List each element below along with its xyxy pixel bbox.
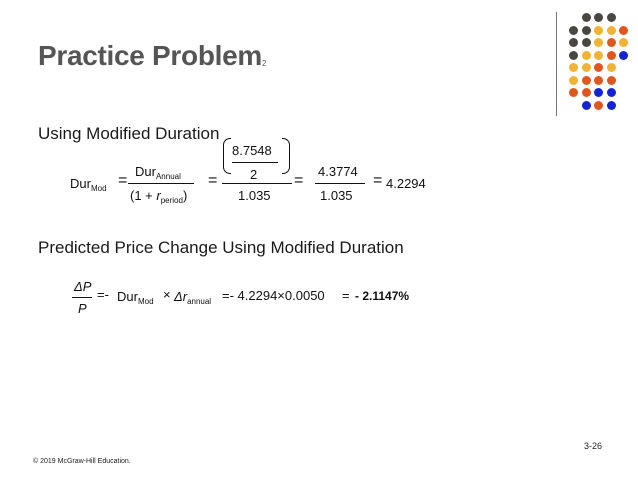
- final-result: - 2.1147%: [355, 289, 410, 303]
- decorative-dot: [582, 76, 591, 85]
- decorative-dot: [594, 101, 603, 110]
- delta-r-annual: $\Delta r_{annual}$: [174, 289, 212, 306]
- section-heading-price-change: Predicted Price Change Using Modified Duration: [38, 238, 404, 257]
- decorative-dot: [607, 88, 616, 97]
- section-heading-modified-duration: Using Modified Duration: [38, 124, 220, 143]
- inner-numerator: 8.7548: [232, 143, 272, 158]
- page-number: 3-26: [584, 441, 603, 451]
- decorative-dot: [594, 63, 603, 72]
- decorative-dot: [582, 38, 591, 47]
- decorative-dot: [582, 101, 591, 110]
- equals-minus: =-: [97, 287, 109, 302]
- inner-denominator: 2: [250, 167, 258, 182]
- result-duration: 4.2294: [386, 176, 426, 191]
- copyright: © 2019 McGraw-Hill Education.: [33, 458, 131, 465]
- title-superscript: 2: [262, 59, 267, 68]
- fraction-bar-3: [315, 183, 365, 184]
- decorative-dot: [582, 51, 591, 60]
- fraction-bar-1: [128, 183, 194, 184]
- numerator-43774: 4.3774: [318, 164, 358, 179]
- decorative-dot: [594, 26, 603, 35]
- right-paren: [282, 138, 290, 174]
- delta-p: ΔP: [74, 279, 92, 294]
- dur-mod: Dur$_{Mod}$: [117, 289, 154, 306]
- equals-sign-2: =: [208, 172, 218, 189]
- equals-sign-3: =: [294, 172, 304, 189]
- decorative-dot: [582, 26, 591, 35]
- decorative-dot: [594, 38, 603, 47]
- decorative-dot: [607, 26, 616, 35]
- decorative-dot: [607, 101, 616, 110]
- times-sign: ×: [163, 287, 171, 302]
- denominator-one-plus-r: $(1 + r_{period})$: [130, 188, 188, 205]
- decorative-dot: [569, 51, 578, 60]
- slide-title: Practice Problem: [38, 40, 262, 71]
- fraction-bar-dp: [72, 297, 92, 298]
- denominator-1035: 1.035: [238, 188, 271, 203]
- equals-sign: =: [118, 172, 128, 189]
- decorative-dot: [607, 63, 616, 72]
- decorative-dot: [582, 13, 591, 22]
- decorative-dot: [569, 88, 578, 97]
- decorative-dot: [594, 88, 603, 97]
- decorative-dot: [594, 13, 603, 22]
- final-equals: =: [342, 288, 350, 303]
- decorative-dot: [594, 51, 603, 60]
- decorative-vertical-line: [556, 12, 557, 116]
- decorative-dot: [607, 51, 616, 60]
- decorative-dot: [569, 26, 578, 35]
- decorative-dot: [569, 76, 578, 85]
- decorative-dot: [569, 38, 578, 47]
- denominator-1035-2: 1.035: [320, 188, 353, 203]
- decorative-dot: [607, 13, 616, 22]
- decorative-dot: [619, 51, 628, 60]
- decorative-dot: [582, 63, 591, 72]
- p-denominator: P: [78, 301, 87, 316]
- numerator-dur-annual: Dur$_{Annual}$: [135, 164, 181, 181]
- fraction-bar-2: [222, 183, 292, 184]
- decorative-dot: [607, 38, 616, 47]
- equals-sign-4: =: [373, 172, 383, 189]
- calculation: =- 4.2294×0.0050: [222, 288, 325, 303]
- inner-fraction-bar: [232, 162, 278, 163]
- decorative-dot: [569, 63, 578, 72]
- lhs-dur: Dur$_{Mod}$: [70, 176, 107, 193]
- decorative-dot: [619, 38, 628, 47]
- decorative-dot: [619, 26, 628, 35]
- decorative-dot: [594, 76, 603, 85]
- decorative-dot: [607, 76, 616, 85]
- decorative-dot: [582, 88, 591, 97]
- left-paren: [223, 138, 231, 174]
